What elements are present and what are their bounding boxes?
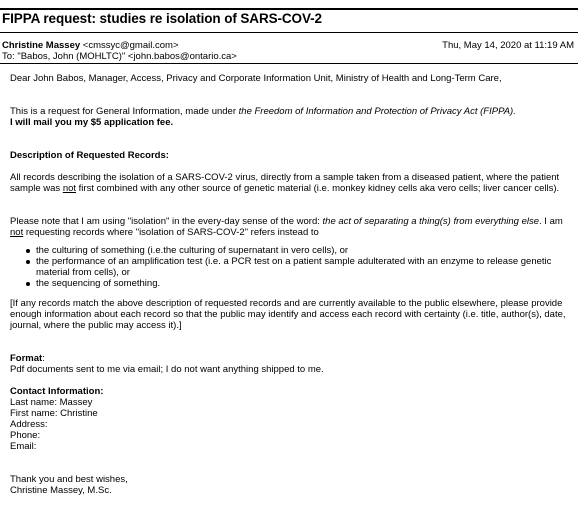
note-italic: the act of separating a thing(s) from everything else bbox=[322, 216, 540, 227]
description-paragraph bbox=[10, 172, 566, 194]
note-text-b: . I am bbox=[539, 216, 563, 227]
closing-text: Thank you and best wishes, bbox=[10, 474, 128, 485]
format-heading: Format bbox=[10, 353, 43, 364]
intro-text: This is a request for General Information, made under bbox=[10, 106, 239, 117]
sent-date: Thu, May 14, 2020 at 11:19 AM bbox=[442, 40, 574, 51]
format-colon: : bbox=[42, 353, 45, 364]
greeting-text: Dear John Babos, Manager, Access, Privacy and Corporate Information Unit, Ministry of Health and Long-Term Care, bbox=[10, 73, 502, 84]
contact-value: Massey bbox=[59, 397, 93, 408]
contact-label: Phone: bbox=[10, 430, 41, 441]
sender-name: Christine Massey bbox=[2, 40, 81, 51]
body-rule bbox=[0, 63, 578, 64]
note-paragraph bbox=[10, 216, 566, 238]
list-item: the sequencing of something. bbox=[36, 278, 566, 289]
contact-row bbox=[10, 419, 566, 430]
bracket-text: [If any records match the above description of requested records and are currently available to the public elsewhere, please provide enough information about each record so that the public may identify and access each record with certainty (i.e. title, author(s), date, journal, where the public may access it).] bbox=[10, 298, 566, 331]
note-not: not bbox=[10, 227, 24, 238]
sender-line bbox=[2, 40, 179, 51]
note-text-a: Please note that I am using "isolation" in the every-day sense of the word: bbox=[10, 216, 323, 227]
contact-label: Address: bbox=[10, 419, 48, 430]
desc-text-a: All records describing the isolation of a SARS-COV-2 virus, directly from a sample taken from a diseased patient, where the patient sample was bbox=[10, 172, 560, 194]
contact-section bbox=[10, 386, 566, 452]
contact-row bbox=[10, 397, 566, 408]
redacted-value bbox=[43, 431, 103, 439]
bracket-paragraph bbox=[10, 298, 566, 331]
note-text-c: requesting records where "isolation of SARS-COV-2" refers instead to bbox=[23, 227, 319, 238]
contact-row bbox=[10, 408, 566, 419]
description-heading: Description of Requested Records: bbox=[10, 150, 169, 161]
contact-heading: Contact Information: bbox=[10, 386, 104, 397]
intro-act: the Freedom of Information and Protection of Privacy Act (FIPPA). bbox=[238, 106, 516, 117]
sender-email[interactable]: <cmssyc@gmail.com> bbox=[82, 40, 179, 51]
intro-paragraph bbox=[10, 106, 566, 128]
format-text: Pdf documents sent to me via email; I do not want anything shipped to me. bbox=[10, 364, 324, 375]
contact-label: Last name: bbox=[10, 397, 57, 408]
list-item: the performance of an amplification test (i.e. a PCR test on a patient sample adulterated with an enzyme to release genetic material from cells), or bbox=[36, 256, 566, 278]
signature: Christine Massey, M.Sc. bbox=[10, 485, 112, 496]
contact-value: Christine bbox=[60, 408, 98, 419]
desc-text-b: first combined with any other source of genetic material (i.e. monkey kidney cells aka vero cells; liver cancer cells). bbox=[76, 183, 560, 194]
closing-section bbox=[10, 474, 566, 496]
redacted-value bbox=[39, 442, 99, 450]
contact-label: Email: bbox=[10, 441, 37, 452]
format-section bbox=[10, 353, 566, 375]
recipient-value[interactable]: "Babos, John (MOHLTC)" <john.babos@ontario.ca> bbox=[17, 51, 237, 62]
desc-not: not bbox=[62, 183, 77, 194]
email-subject: FIPPA request: studies re isolation of SARS-COV-2 bbox=[2, 11, 322, 26]
list-item: the culturing of something (i.e.the culturing of supernatant in vero cells), or bbox=[36, 245, 566, 256]
top-rule bbox=[0, 8, 578, 10]
contact-label: First name: bbox=[10, 408, 58, 419]
header-rule bbox=[0, 32, 578, 33]
redacted-value bbox=[50, 420, 110, 428]
to-label: To: bbox=[2, 51, 15, 62]
bullet-list bbox=[10, 245, 566, 289]
greeting bbox=[10, 73, 566, 84]
intro-fee: I will mail you my $5 application fee. bbox=[10, 117, 174, 128]
recipient-line bbox=[2, 51, 237, 62]
contact-row bbox=[10, 430, 566, 441]
contact-row bbox=[10, 441, 566, 452]
